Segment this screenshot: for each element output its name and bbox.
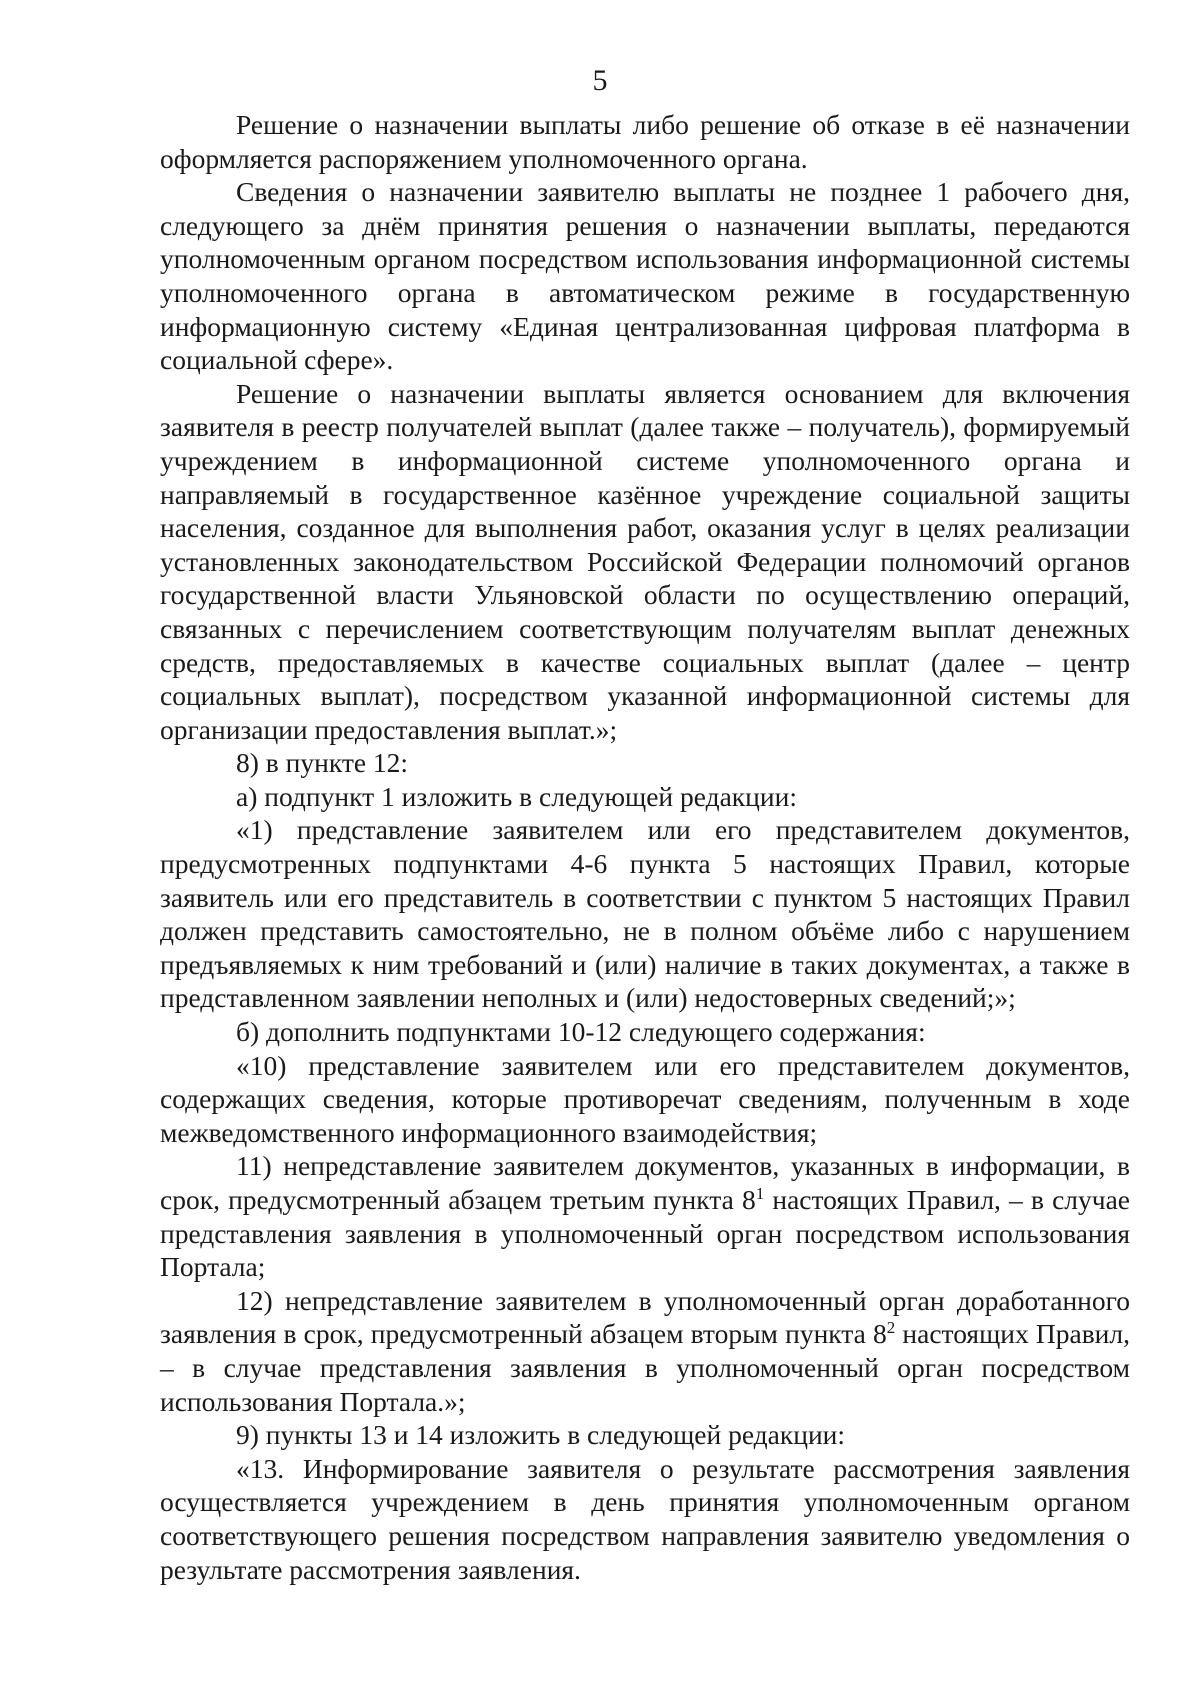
paragraph-clause-1: «1) представление заявителем или его представителем документов, предусмотренных подпунктами 4-6 пункта 5 настоящих Правил, которые заявитель или его представитель в соответствии с пунктом 5 настоящих Правил должен представить самостоятельно, не в полном объёме либо с нарушением предъявляемых к ним требований и (или) наличие в таких документах, а также в представленном заявлении неполных и (или) недостоверных сведений;»; xyxy=(160,814,1130,1014)
paragraph-clause-12 xyxy=(160,1284,1130,1418)
document-body xyxy=(160,108,1130,1586)
paragraph-subitem-a: а) подпункт 1 изложить в следующей редакции: xyxy=(236,780,797,812)
paragraph-info-transfer: Сведения о назначении заявителю выплаты не позднее 1 рабочего дня, следующего за днём принятия решения о назначении выплаты, передаются уполномоченным органом посредством использования информационной системы уполномоченного органа в автоматическом режиме в государственную информационную систему «Единая централизованная цифровая платформа в социальной сфере». xyxy=(160,176,1130,376)
paragraph-item-8: 8) в пункте 12: xyxy=(236,747,409,779)
clause-12-text-end: настоящих Правил, – в случае представления заявления в уполномоченный орган посредством использования Портала.»; xyxy=(160,1318,1130,1417)
paragraph-decision-order: Решение о назначении выплаты либо решение об отказе в её назначении оформляется распоряжением уполномоченного органа. xyxy=(160,109,1130,174)
paragraph-subitem-b: б) дополнить подпунктами 10-12 следующего содержания: xyxy=(236,1016,926,1048)
clause-11-superscript: 1 xyxy=(755,1183,765,1203)
paragraph-registry-inclusion: Решение о назначении выплаты является основанием для включения заявителя в реестр получателей выплат (далее также – получатель), формируемый учреждением в информационной системе уполномоченного органа и направляемый в государственное казённое учреждение социальной защиты населения, созданное для выполнения работ, оказания услуг в целях реализации установленных законодательством Российской Федерации полномочий органов государственной власти Ульяновской области по осуществлению операций, связанных с перечислением соответствующим получателям выплат денежных средств, предоставляемых в качестве социальных выплат (далее – центр социальных выплат), посредством указанной информационной системы для организации предоставления выплат.»; xyxy=(160,377,1130,745)
clause-11-text-end: настоящих Правил, – в случае представления заявления в уполномоченный орган посредством использования Портала; xyxy=(160,1184,1131,1283)
paragraph-item-9: 9) пункты 13 и 14 изложить в следующей редакции: xyxy=(236,1419,846,1451)
paragraph-clause-13: «13. Информирование заявителя о результате рассмотрения заявления осуществляется учреждением в день принятия уполномоченным органом соответствующего решения посредством направления заявителю уведомления о результате рассмотрения заявления. xyxy=(160,1452,1130,1585)
clause-12-text-start: 12) непредставление заявителем в уполномоченный орган доработанного заявления в срок, предусмотренный абзацем вторым пункта 8 xyxy=(160,1284,1130,1350)
clause-12-superscript: 2 xyxy=(886,1318,896,1338)
paragraph-clause-10: «10) представление заявителем или его представителем документов, содержащих сведения, которые противоречат сведениям, полученным в ходе межведомственного информационного взаимодействия; xyxy=(160,1049,1130,1148)
clause-11-text-start: 11) непредставление заявителем документов, указанных в информации, в срок, предусмотренный абзацем третьим пункта 8 xyxy=(160,1150,1130,1215)
page-number: 5 xyxy=(592,64,608,97)
paragraph-clause-11 xyxy=(160,1149,1130,1283)
